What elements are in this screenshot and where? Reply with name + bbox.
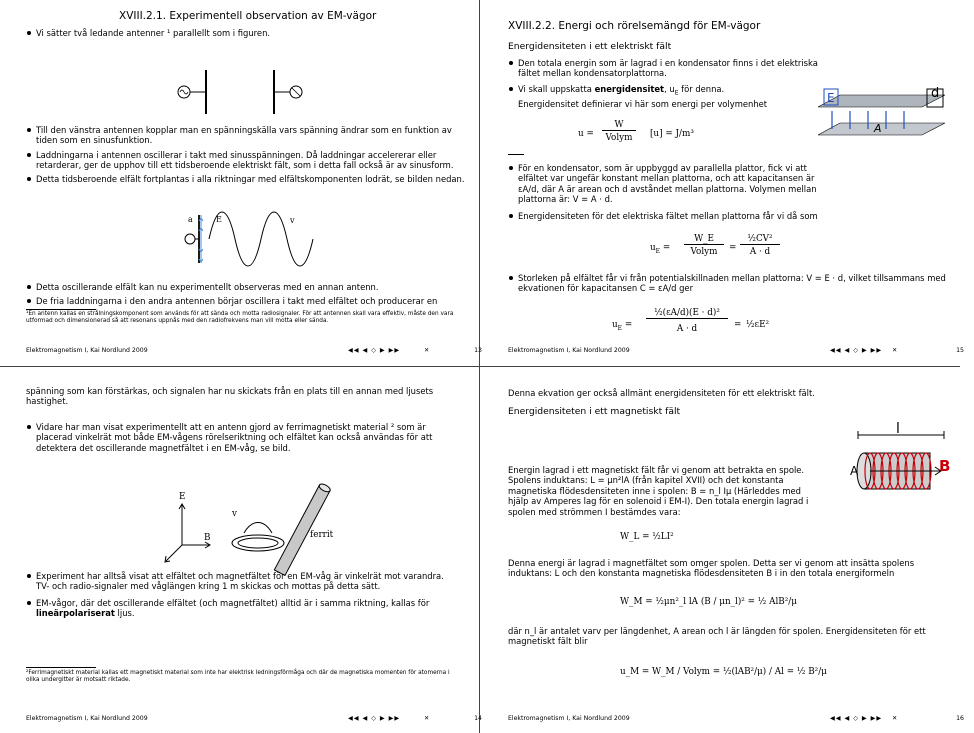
- bullet: Den totala energin som är lagrad i en kondensator finns i det elektriska fältet mellan kondensatorplattorna.: [508, 58, 838, 79]
- slide-14: [4, 370, 482, 732]
- label-a: A: [850, 464, 859, 478]
- label-e: E: [827, 91, 835, 105]
- section-heading: Energidensiteten i ett elektriskt fält: [508, 41, 672, 52]
- label-l: l: [896, 421, 900, 437]
- footnote-rule: [26, 309, 96, 310]
- eq3-den: A · d: [676, 324, 698, 334]
- close-icon[interactable]: ✕: [424, 347, 430, 354]
- page-number: 16: [956, 715, 964, 722]
- bullet: För en kondensator, som är uppbyggd av parallella plattor, fick vi att elfältet var ungefär konstant mellan plattorna, och att kapacitansen är εA/d, där A är arean och d avståndet mellan plattorna. Volymen mellan plattorna är: V = A · d.: [508, 163, 828, 205]
- bullet: Experiment har alltså visat att elfältet och magnetfältet för en EM-våg är vinkelrät mot varandra. TV- och radio-signaler med våglängen kring 1 m skickas och mottas på detta sätt.: [26, 571, 456, 592]
- footnote: ²Ferrimagnetiskt material kallas ett magnetiskt material som inte har elektrisk ledningsförmåga och där de magnetiska momenten för atomerna i olika undergitter är motsatt riktade.: [26, 670, 450, 684]
- label-a: A: [874, 122, 882, 135]
- label-e: E: [179, 492, 186, 502]
- paragraph: Denna ekvation ger också allmänt energidensiteten för ett elektriskt fält.: [508, 388, 815, 398]
- page-number: 15: [956, 347, 964, 354]
- bullet: Vi sätter två ledande antenner ¹ parallellt som i figuren.: [26, 28, 466, 38]
- eq-u-den: Volym: [605, 133, 633, 143]
- slide-footer: [508, 346, 974, 356]
- slide-title: XVIII.2.1. Experimentell observation av EM-vägor: [119, 10, 377, 22]
- short-rule: [508, 154, 524, 155]
- close-icon[interactable]: ✕: [424, 715, 430, 722]
- footer-text: Elektromagnetism I, Kai Nordlund 2009: [26, 715, 148, 722]
- eq2-num: W_E: [684, 234, 724, 245]
- eq-unit: [u] = J/m³: [650, 129, 694, 139]
- slide-15: [484, 2, 964, 364]
- eq2-num2: ½CV²: [740, 234, 780, 245]
- eq3-result: ½εE²: [746, 320, 770, 330]
- slide-footer: [26, 346, 492, 356]
- bullet: De fria laddningarna i den andra antennen börjar oscillera i takt med elfältet och producerar en: [26, 296, 466, 306]
- bullet: Detta tidsberoende elfält fortplantas i alla riktningar med elfältskomponenten lodrät, se bilden nedan.: [26, 174, 466, 184]
- slide-16: [484, 370, 964, 732]
- bullet: Storleken på elfältet får vi från potentialskillnaden mellan plattorna: V = E · d, vilket tillsammans med ekvationen för kapacitansen C = εA/d ger: [508, 273, 948, 294]
- close-icon[interactable]: ✕: [892, 347, 898, 354]
- eq-u-num: W: [602, 120, 636, 131]
- bullet: Laddningarna i antennen oscillerar i takt med sinusspänningen. Då laddningar accelererar eller retarderar, ger de upphov till ett tidsberoende elektriskt fält, som i detta fall också är av sinusform.: [26, 150, 466, 171]
- page-number: 13: [474, 347, 482, 354]
- footnote: ¹En antenn kallas en strålningskomponent som används för att sända och motta radiosignaler. För att antennen skall vara effektiv, måste den vara utformad och dimensionerad så att resonans uppnås med den radiofrekvens man vill motta eller sända.: [26, 311, 454, 325]
- nav-controls[interactable]: ◀◀ ◀ ◇ ▶ ▶▶: [348, 715, 401, 722]
- page-number: 14: [474, 715, 482, 722]
- close-icon[interactable]: ✕: [892, 715, 898, 722]
- slide-footer: [26, 714, 492, 724]
- label-ferrit: ferrit: [310, 530, 334, 540]
- bullet: Detta oscillerande elfält kan nu experimentellt observeras med en annan antenn.: [26, 282, 466, 292]
- paragraph: Energin lagrad i ett magnetiskt fält får vi genom att betrakta en spole. Spolens induktans: L = μn²lA (från kapitel XVII) och det konstanta magnetiska flödesdensiteten inne i spolen: B = n_l Iμ (Härleddes med hjälp av Amperes lag för en solenoid i EM-I). Den totala energin lagrad i spolen med strömmen I bestämdes vara:: [508, 465, 809, 517]
- paragraph: Denna energi är lagrad i magnetfältet som omger spolen. Detta ser vi genom att insätta spolens induktans: L och den konstanta magnetiska flödesdensiteten B i in den totala energiformeln: [508, 558, 915, 579]
- antenna-figure: [154, 62, 354, 122]
- equation: u_M = W_M / Volym = ½(lAB²/μ) / Al = ½ B²/μ: [620, 667, 827, 677]
- bullet: Vidare har man visat experimentellt att en antenn gjord av ferrimagnetiskt material ² som är placerad vinkelrät mot både EM-vågens rörelseriktning och elfältet kan också användas för att detektera det oscillerande magnetfältet i en EM-våg, se bild.: [26, 422, 456, 453]
- eq-u-lhs: u =: [578, 129, 594, 139]
- eq2-eq: =: [729, 243, 737, 253]
- slide-footer: [508, 714, 974, 724]
- eq3-eq: =: [734, 320, 742, 330]
- slide-13: [4, 2, 482, 364]
- eq2-den: Volym: [690, 247, 718, 257]
- eq2-den2: A · d: [749, 247, 771, 257]
- label-e: E: [216, 215, 222, 224]
- label-a: a: [188, 215, 193, 224]
- label-v: v: [290, 216, 295, 225]
- footer-text: Elektromagnetism I, Kai Nordlund 2009: [508, 347, 630, 354]
- nav-controls[interactable]: ◀◀ ◀ ◇ ▶ ▶▶: [830, 715, 883, 722]
- bullet: Till den vänstra antennen kopplar man en spänningskälla vars spänning ändrar som en funktion av tiden som en sinusfunktion.: [26, 125, 466, 146]
- nav-controls[interactable]: ◀◀ ◀ ◇ ▶ ▶▶: [348, 347, 401, 354]
- label-d: d: [931, 86, 940, 101]
- section-heading: Energidensiteten i ett magnetiskt fält: [508, 406, 681, 417]
- label-v: v: [232, 509, 237, 519]
- label-b: B: [939, 457, 951, 475]
- eq2-lhs: $u_E$ =: [650, 243, 671, 255]
- footer-text: Elektromagnetism I, Kai Nordlund 2009: [26, 347, 148, 354]
- eq3-num: ½(εA/d)(E · d)²: [646, 308, 728, 319]
- equation: W_L = ½LI²: [620, 532, 674, 542]
- footer-text: Elektromagnetism I, Kai Nordlund 2009: [508, 715, 630, 722]
- nav-controls[interactable]: ◀◀ ◀ ◇ ▶ ▶▶: [830, 347, 883, 354]
- wave-figure: [179, 207, 329, 272]
- label-b: B: [204, 533, 211, 543]
- bullet: EM-vågor, där det oscillerande elfältet (och magnetfältet) alltid är i samma riktning, kallas för lineärpolariserat ljus.: [26, 598, 456, 619]
- slide-title: XVIII.2.2. Energi och rörelsemängd för EM-vägor: [508, 20, 761, 32]
- eq3-lhs: $u_E$ =: [612, 320, 633, 332]
- bullet: Energidensiteten för det elektriska fältet mellan plattorna får vi då som: [508, 211, 838, 221]
- paragraph: spänning som kan förstärkas, och signalen har nu skickats från en plats till en annan med ljusets hastighet.: [26, 386, 434, 407]
- horizontal-divider: [0, 366, 960, 367]
- equation: W_M = ½μn²_l lA (B / μn_l)² = ½ AlB²/μ: [620, 597, 797, 607]
- paragraph: där n_l är antalet varv per längdenhet, A arean och l är längden för spolen. Energidensiteten för ett magnetiskt fält blir: [508, 626, 926, 647]
- footnote-rule: [26, 667, 96, 668]
- bullet: Vi skall uppskatta energidensitet, $u_E$ för denna. Energidensitet definierar vi här som energi per volymenhet: [508, 84, 778, 109]
